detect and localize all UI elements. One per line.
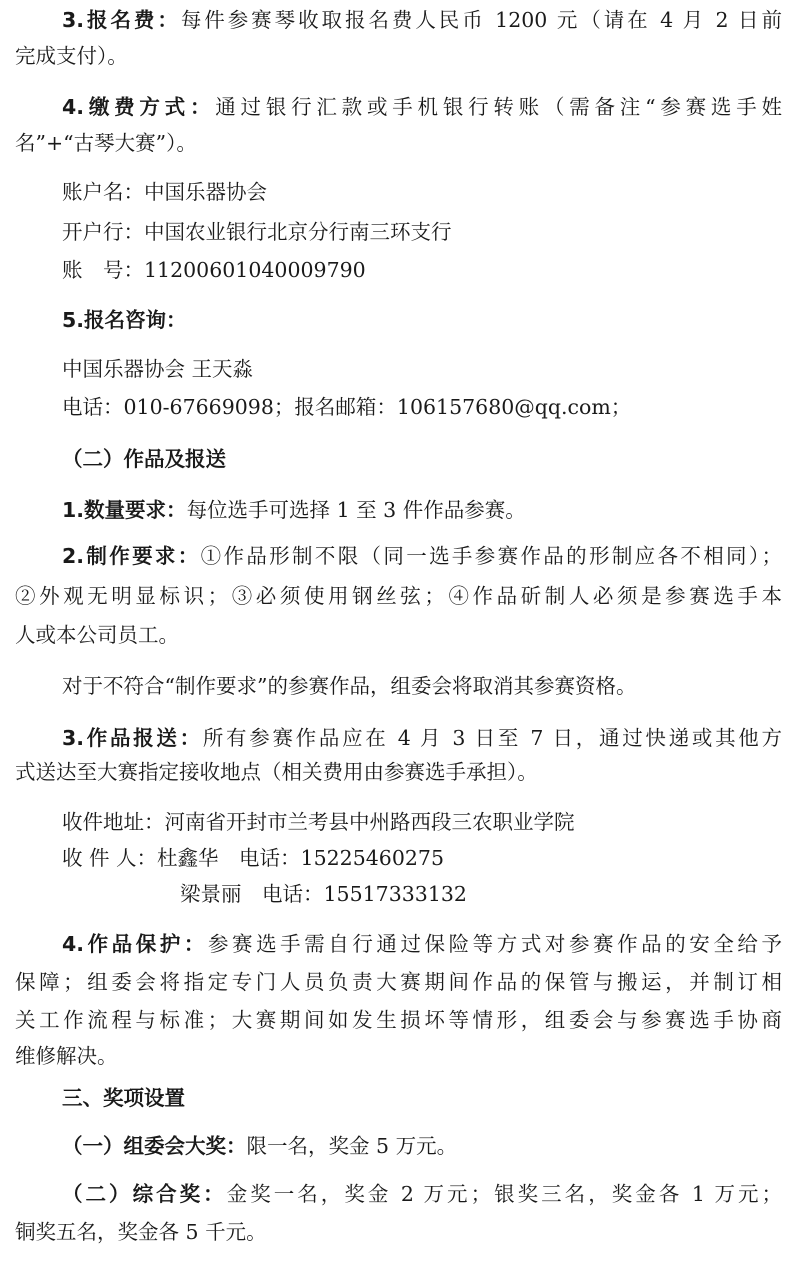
protection-line-2: 保障；组委会将指定专门人员负责大赛期间作品的保管与搬运，并制订相 (15, 970, 782, 994)
section-heading-works: （二）作品及报送 (62, 447, 226, 471)
making-line-1 (62, 541, 782, 571)
payment-line-1 (62, 92, 782, 122)
protection-label: 4.作品保护： (62, 932, 208, 956)
overall-prize-line-2: 铜奖五名，奖金各 5 千元。 (15, 1220, 267, 1244)
protection-text: 参赛选手需自行通过保险等方式对参赛作品的安全给予 (207, 932, 782, 956)
making-text: ①作品形制不限（同一选手参赛作品的形制应各不相同）； (200, 544, 782, 568)
protection-line-3: 关工作流程与标准；大赛期间如发生损坏等情形，组委会与参赛选手协商 (15, 1008, 782, 1032)
protection-line-4: 维修解决。 (15, 1044, 118, 1068)
delivery-line-2: 式送达至大赛指定接收地点（相关费用由参赛选手承担）。 (15, 760, 538, 784)
disqualify-note: 对于不符合“制作要求”的参赛作品，组委会将取消其参赛资格。 (62, 674, 637, 698)
delivery-label: 3.作品报送： (62, 726, 203, 750)
overall-prize-text: 金奖一名，奖金 2 万元；银奖三名，奖金各 1 万元； (226, 1182, 782, 1206)
quantity-label: 1.数量要求： (62, 498, 187, 522)
grand-prize-text: 限一名，奖金 5 万元。 (246, 1134, 458, 1158)
account-bank: 开户行：中国农业银行北京分行南三环支行 (62, 220, 452, 244)
payment-text: 通过银行汇款或手机银行转账（需备注“参赛选手姓 (215, 95, 782, 119)
grand-prize-line (62, 1131, 457, 1161)
fee-label: 3.报名费： (62, 8, 181, 32)
protection-line-1 (62, 929, 782, 959)
making-line-3: 人或本公司员工。 (15, 623, 179, 647)
inquiry-heading: 5.报名咨询： (62, 308, 187, 332)
inquiry-phone-email: 电话：010-67669098；报名邮箱：106157680@qq.com； (62, 395, 632, 419)
making-line-2: ②外观无明显标识；③必须使用钢丝弦；④作品斫制人必须是参赛选手本 (15, 584, 782, 608)
recipient-1: 收 件 人：杜鑫华 电话：15225460275 (62, 846, 445, 870)
section-heading-awards: 三、奖项设置 (62, 1086, 185, 1110)
payment-label: 4.缴费方式： (62, 95, 216, 119)
grand-prize-label: （一）组委会大奖： (62, 1134, 247, 1158)
delivery-line-1 (62, 723, 782, 753)
delivery-text: 所有参赛作品应在 4 月 3 日至 7 日，通过快递或其他方 (202, 726, 782, 750)
account-name: 账户名：中国乐器协会 (62, 180, 267, 204)
account-number: 账 号：11200601040009790 (62, 258, 366, 282)
fee-text: 每件参赛琴收取报名费人民币 1200 元（请在 4 月 2 日前 (180, 8, 782, 32)
overall-prize-line-1 (62, 1179, 782, 1209)
inquiry-contact: 中国乐器协会 王天淼 (62, 357, 254, 381)
fee-line-2: 完成支付）。 (15, 44, 128, 68)
quantity-text: 每位选手可选择 1 至 3 件作品参赛。 (186, 498, 526, 522)
receive-address: 收件地址：河南省开封市兰考县中州路西段三农职业学院 (62, 810, 575, 834)
fee-line-1 (62, 5, 782, 35)
recipient-2: 梁景丽 电话：15517333132 (180, 882, 467, 906)
quantity-line (62, 495, 526, 525)
payment-line-2: 名”+“古琴大赛”）。 (15, 131, 197, 155)
making-label: 2.制作要求： (62, 544, 201, 568)
overall-prize-label: （二）综合奖： (62, 1182, 227, 1206)
